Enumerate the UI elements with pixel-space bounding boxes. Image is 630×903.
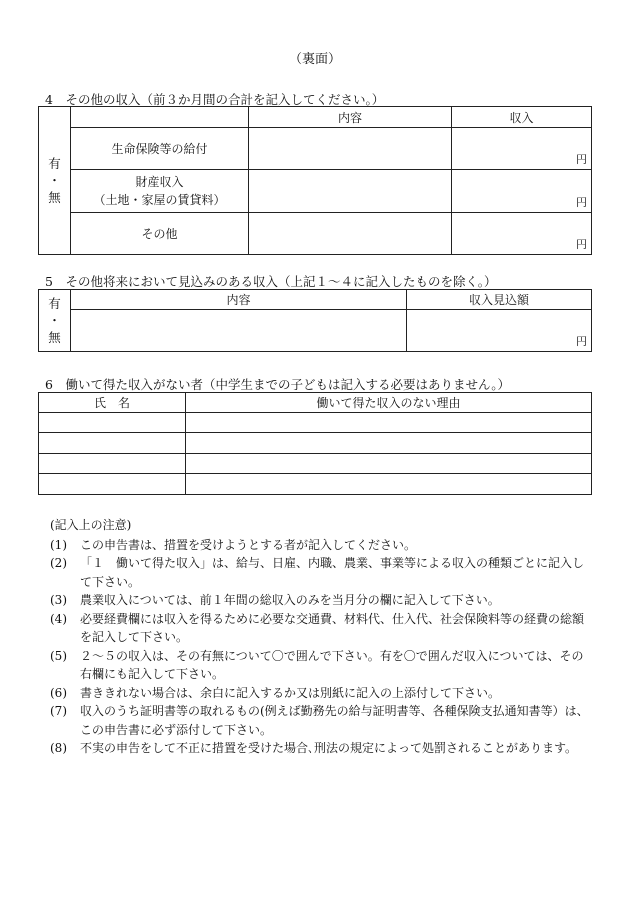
property-content-cell[interactable] <box>249 170 452 213</box>
yen-unit: 円 <box>576 335 587 348</box>
note-number: (1) <box>50 537 67 552</box>
table-row <box>39 413 592 433</box>
expected-content-cell[interactable] <box>71 310 407 352</box>
insurance-income-cell[interactable] <box>452 128 592 170</box>
note-number: (8) <box>50 741 67 755</box>
yen-unit: 円 <box>576 196 587 209</box>
expected-income-table <box>38 289 592 352</box>
header-blank <box>71 107 249 128</box>
note-item <box>50 739 595 758</box>
note-text: 書ききれない場合は、余白に記入するか又は別紙に記入の上添付して下さい。 <box>80 685 501 700</box>
note-text: 収入のうち証明書等の取れるもの(例えば勤務先の給与証明書等、各種保険支払通知書等）は、この申告書に必ず添付して下さい。 <box>80 704 589 737</box>
presence-no[interactable]: 無 <box>48 190 61 205</box>
note-text: 農業収入については、前１年間の総収入のみを当月分の欄に記入して下さい。 <box>80 593 500 607</box>
note-number: (5) <box>50 648 67 663</box>
note-item <box>50 647 595 684</box>
presence-dot: ・ <box>48 313 61 328</box>
reason-cell[interactable] <box>186 474 592 495</box>
presence-dot: ・ <box>48 173 61 188</box>
note-item <box>50 702 595 739</box>
other-income-cell[interactable] <box>452 213 592 255</box>
section-4-title: 4 その他の収入（前３か月間の合計を記入してください。） <box>45 92 385 107</box>
name-cell[interactable] <box>39 474 186 495</box>
note-text: 「１ 働いて得た収入」は、給与、日雇、内職、農業、事業等による収入の種類ごとに記入して下さい。 <box>80 556 585 589</box>
property-income-cell[interactable] <box>452 170 592 213</box>
notes-section <box>50 516 595 758</box>
note-number: (7) <box>50 704 67 718</box>
presence-yes[interactable]: 有 <box>48 156 61 171</box>
row-label-property-line2: （土地・家屋の賃貸料） <box>93 193 226 207</box>
note-item <box>50 554 595 591</box>
presence-yes[interactable]: 有 <box>48 296 61 311</box>
yen-unit: 円 <box>576 238 587 251</box>
row-label-property-line1: 財産収入 <box>135 175 184 189</box>
note-text: 必要経費欄には収入を得るために必要な交通費、材料代、仕入代、社会保険料等の経費の総額を記入して下さい。 <box>80 611 585 644</box>
note-number: (2) <box>50 556 67 570</box>
header-reason: 働いて得た収入のない理由 <box>186 393 592 413</box>
other-income-table <box>38 106 592 255</box>
presence-no[interactable]: 無 <box>48 330 61 345</box>
name-cell[interactable] <box>39 454 186 474</box>
note-item <box>50 610 595 647</box>
section-5-title: 5 その他将来において見込みのある収入（上記１～４に記入したものを除く。） <box>45 274 497 289</box>
expected-amount-cell[interactable] <box>407 310 592 352</box>
note-item <box>50 536 595 555</box>
table-row <box>39 474 592 495</box>
note-text: ２～５の収入は、その有無について〇で囲んで下さい。有を〇で囲んだ収入については、その右欄にも記入して下さい。 <box>80 648 584 681</box>
name-cell[interactable] <box>39 433 186 454</box>
note-number: (4) <box>50 611 67 626</box>
header-content: 内容 <box>249 107 452 128</box>
note-item <box>50 684 595 703</box>
table-row <box>39 454 592 474</box>
notes-heading: (記入上の注意) <box>50 518 132 532</box>
insurance-content-cell[interactable] <box>249 128 452 170</box>
presence-selector[interactable] <box>39 290 71 352</box>
yen-unit: 円 <box>576 153 587 166</box>
header-name: 氏 名 <box>39 393 186 413</box>
header-income: 収入 <box>452 107 592 128</box>
name-cell[interactable] <box>39 413 186 433</box>
reason-cell[interactable] <box>186 454 592 474</box>
note-number: (3) <box>50 593 67 607</box>
section-6-title: 6 働いて得た収入がない者（中学生までの子どもは記入する必要はありません。） <box>45 377 510 392</box>
row-label-insurance: 生命保険等の給付 <box>71 128 249 170</box>
reason-cell[interactable] <box>186 433 592 454</box>
note-number: (6) <box>50 685 67 700</box>
reason-cell[interactable] <box>186 413 592 433</box>
table-row <box>39 433 592 454</box>
row-label-property <box>71 170 249 213</box>
page-title: （裏面） <box>288 52 341 67</box>
presence-selector[interactable] <box>39 107 71 255</box>
note-text: 不実の申告をして不正に措置を受けた場合､刑法の規定によって処罰されることがあります。 <box>80 741 578 755</box>
header-expected-income: 収入見込額 <box>407 290 592 310</box>
note-item <box>50 591 595 610</box>
header-content: 内容 <box>71 290 407 310</box>
other-content-cell[interactable] <box>249 213 452 255</box>
note-text: この申告書は、措置を受けようとする者が記入してください。 <box>80 537 417 552</box>
no-income-table <box>38 392 592 495</box>
row-label-other: その他 <box>71 213 249 255</box>
